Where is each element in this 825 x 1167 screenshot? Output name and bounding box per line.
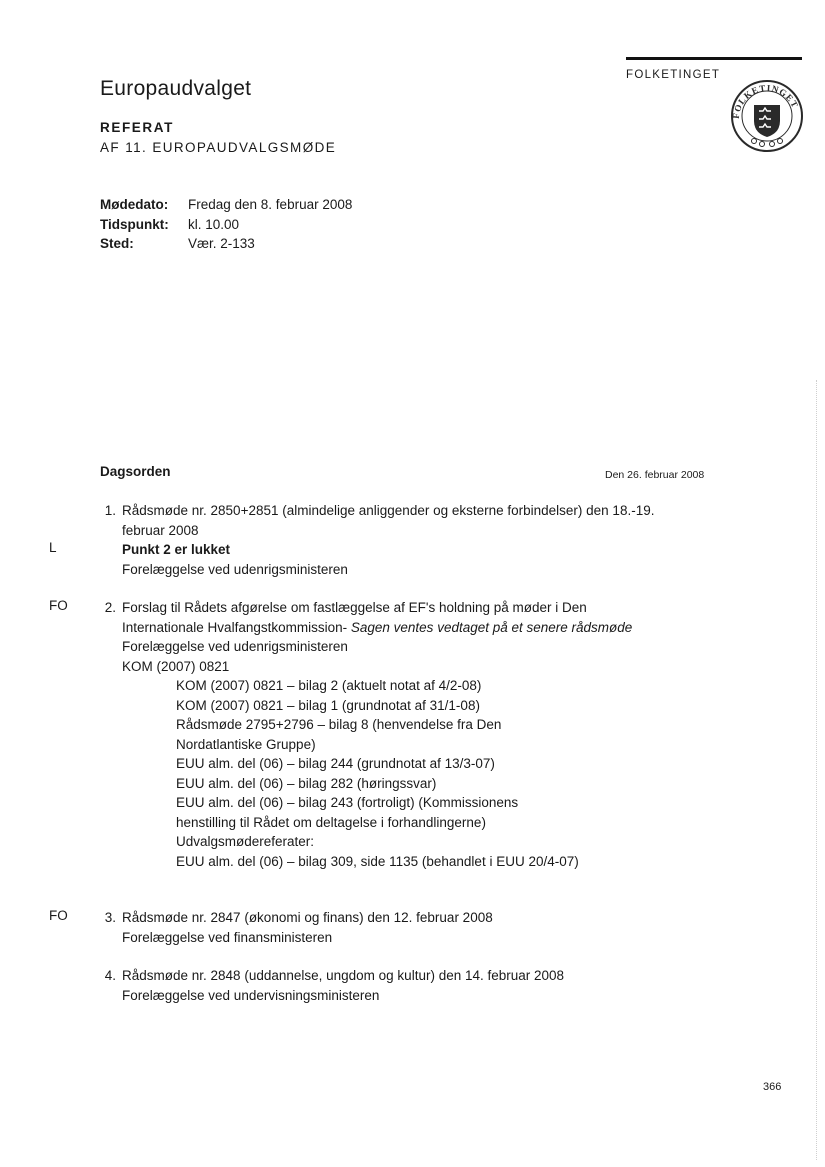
svg-text:FOLKETINGET: FOLKETINGET (730, 82, 801, 120)
agenda-item-presenter: Forelæggelse ved undervisningsministeren (122, 987, 380, 1003)
agenda-item-4 (96, 966, 656, 1005)
meeting-date-row (100, 195, 352, 215)
folketinget-seal-icon (730, 79, 804, 153)
subitem: Rådsmøde 2795+2796 – bilag 8 (henvendelse fra Den Nordatlantiske Gruppe) (176, 717, 502, 752)
organization-name: FOLKETINGET (626, 69, 721, 81)
agenda-item-number: 3. (104, 910, 116, 925)
agenda-item-status: Sagen ventes vedtaget på et senere rådsmøde (350, 619, 633, 635)
meeting-place-row (100, 234, 352, 254)
document-type: REFERAT (100, 120, 174, 135)
agenda-item-presenter: Forelæggelse ved udenrigsministeren (122, 639, 348, 654)
subitem: KOM (2007) 0821 – bilag 2 (aktuelt notat af 4/2-08) (176, 678, 482, 693)
subitem: EUU alm. del (06) – bilag 243 (fortroligt) (Kommissionens henstilling til Rådet om deltagelse i forhandlingerne) (176, 795, 519, 830)
subitem: EUU alm. del (06) – bilag 309, side 1135 (behandlet i EUU 20/4-07) (176, 853, 579, 869)
page-number: 366 (763, 1081, 782, 1093)
subitem: Udvalgsmødereferater: (176, 834, 315, 849)
agenda-item-subitems (176, 676, 656, 871)
agenda-item-text: Rådsmøde nr. 2848 (uddannelse, ungdom og kultur) den 14. februar 2008 (122, 968, 565, 983)
meeting-time-label: Tidspunkt: (100, 216, 169, 232)
agenda-item-text: Rådsmøde nr. 2850+2851 (almindelige anliggender og eksterne forbindelser) den 18.-19. februar 2008 (122, 503, 655, 538)
subitem: KOM (2007) 0821 – bilag 1 (grundnotat af 31/1-08) (176, 697, 480, 713)
agenda-item-tag: FO (49, 598, 68, 613)
agenda-item-1 (96, 501, 656, 579)
agenda-item-presenter: Forelæggelse ved finansministeren (122, 929, 333, 945)
agenda-item-text: Rådsmøde nr. 2847 (økonomi og finans) den 12. februar 2008 (122, 910, 493, 925)
header-rule (626, 57, 802, 60)
agenda-item-number: 2. (104, 600, 116, 615)
meeting-date-label: Mødedato: (100, 197, 169, 212)
agenda-item-number: 1. (104, 503, 116, 518)
meeting-time-value: kl. 10.00 (188, 216, 240, 232)
agenda-item-note: Punkt 2 er lukket (122, 542, 231, 557)
agenda-item-presenter: Forelæggelse ved udenrigsministeren (122, 561, 348, 577)
agenda-item-text-block (122, 598, 656, 637)
agenda-item-reference: KOM (2007) 0821 (122, 658, 230, 674)
committee-name: Europaudvalget (100, 77, 252, 100)
agenda-item-text: Forslag til Rådets afgørelse om fastlæggelse af EF's holdning på møder i Den Internationale Hvalfangstkommission- (122, 600, 587, 635)
meeting-place-value: Vær. 2-133 (188, 236, 255, 251)
agenda-item-tag: FO (49, 908, 68, 923)
agenda-item-number: 4. (104, 968, 116, 983)
agenda-item-3 (96, 908, 656, 947)
subitem: EUU alm. del (06) – bilag 244 (grundnotat af 13/3-07) (176, 756, 495, 771)
agenda-heading: Dagsorden (100, 464, 171, 479)
subitem: EUU alm. del (06) – bilag 282 (høringssvar) (176, 775, 437, 791)
meeting-time-row (100, 215, 352, 235)
document-subtitle: AF 11. EUROPAUDVALGSMØDE (100, 140, 337, 155)
agenda-date: Den 26. februar 2008 (605, 469, 705, 481)
scan-edge (816, 380, 817, 1160)
agenda-item-2 (96, 598, 656, 871)
meeting-date-value: Fredag den 8. februar 2008 (188, 197, 353, 212)
meeting-details (100, 195, 352, 254)
meeting-place-label: Sted: (100, 236, 134, 251)
agenda-item-tag: L (49, 540, 57, 555)
